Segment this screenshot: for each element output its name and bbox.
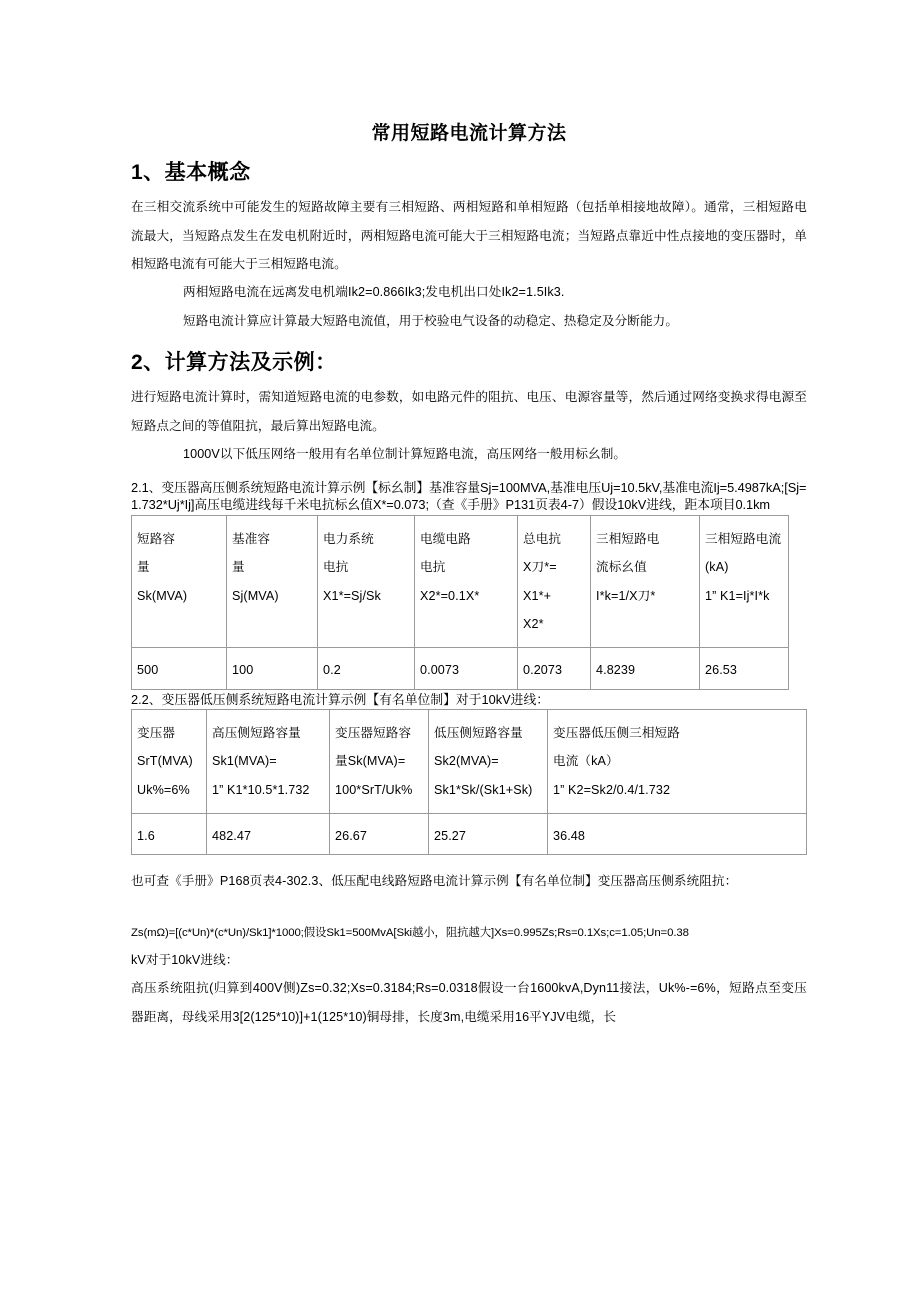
table-header-cell: 电缆电路 电抗 X2*=0.1X* bbox=[415, 516, 518, 648]
table-header-cell: 三相短路电 流标幺值 I*k=1/X刀* bbox=[591, 516, 700, 648]
table-cell-value: 1.6 bbox=[132, 813, 207, 854]
paragraph-handbook-note: 也可查《手册》P168页表4-302.3、低压配电线路短路电流计算示例【有名单位制】变压器高压侧系统阻抗： bbox=[131, 874, 738, 889]
heading-section-1: 1、基本概念 bbox=[131, 161, 251, 184]
table-row-header bbox=[132, 710, 807, 814]
table-row-header bbox=[132, 516, 789, 648]
paragraph-two-phase-formula: 两相短路电流在远离发电机端Ik2=0.866Ik3;发电机出口处Ik2=1.5Ik3. bbox=[183, 285, 565, 300]
paragraph-zs-formula: Zs(mΩ)=[(c*Un)*(c*Un)/Sk1]*1000;假设Sk1=500MvA[Ski越小，阻抗越大]Xs=0.995Zs;Rs=0.1Xs;c=1.05;Un=0.38 bbox=[131, 926, 689, 939]
table-header-cell: 低压侧短路容量 Sk2(MVA)= Sk1*Sk/(Sk1+Sk) bbox=[429, 710, 548, 814]
table-header-cell: 短路容 量 Sk(MVA) bbox=[132, 516, 227, 648]
paragraph-hv-impedance: 高压系统阻抗(归算到400V侧)Zs=0.32;Xs=0.3184;Rs=0.0318假设一台1600kvA,Dyn11接法，Uk%-=6%，短路点至变压器距离，母线采用3[2(125*10)]+1(125*10)铜母排，长度3m,电缆采用16平YJV电缆，长 bbox=[131, 981, 807, 1024]
table-header-cell: 基准容 量 Sj(MVA) bbox=[227, 516, 318, 648]
page-content bbox=[131, 0, 807, 1031]
table-header-cell: 三相短路电流 (kA) 1” K1=Ij*I*k bbox=[700, 516, 789, 648]
table-cell-value: 25.27 bbox=[429, 813, 548, 854]
table-cell-value: 482.47 bbox=[207, 813, 330, 854]
table-cell-value: 0.2073 bbox=[518, 648, 591, 689]
table-header-cell: 变压器短路容 量Sk(MVA)= 100*SrT/Uk% bbox=[330, 710, 429, 814]
page-title: 常用短路电流计算方法 bbox=[371, 123, 567, 144]
table-cell-value: 0.2 bbox=[318, 648, 415, 689]
table-header-cell: 电力系统 电抗 X1*=Sj/Sk bbox=[318, 516, 415, 648]
table-header-cell: 总电抗 X刀*= X1*+ X2* bbox=[518, 516, 591, 648]
table-cell-value: 36.48 bbox=[548, 813, 807, 854]
paragraph-basic-concepts: 在三相交流系统中可能发生的短路故障主要有三相短路、两相短路和单相短路（包括单相接地故障）。通常，三相短路电流最大，当短路点发生在发电机附近时，两相短路电流可能大于三相短路电流；当短路点靠近中性点接地的变压器时，单相短路电流有可能大于三相短路电流。 bbox=[131, 200, 807, 271]
table-header-cell: 高压侧短路容量 Sk1(MVA)= 1” K1*10.5*1.732 bbox=[207, 710, 330, 814]
lv-shortcircuit-table bbox=[131, 709, 807, 855]
table-cell-value: 500 bbox=[132, 648, 227, 689]
subsection-21-intro: 2.1、变压器高压侧系统短路电流计算示例【标幺制】基准容量Sj=100MVA,基准电压Uj=10.5kV,基准电流Ij=5.4987kA;[Sj=1.732*Uj*Ij]高压电缆进线每千米电抗标幺值X*=0.073;（查《手册》P131页表4-7）假设10kV进线，距本项目0.1km bbox=[131, 480, 807, 513]
table-header-cell: 变压器 SrT(MVA) Uk%=6% bbox=[132, 710, 207, 814]
table-cell-value: 0.0073 bbox=[415, 648, 518, 689]
hv-shortcircuit-table bbox=[131, 515, 789, 690]
paragraph-lv-network-note: 1000V以下低压网络一般用有名单位制计算短路电流，高压网络一般用标幺制。 bbox=[183, 446, 627, 461]
heading-section-2: 2、计算方法及示例： bbox=[131, 350, 337, 374]
table-cell-value: 4.8239 bbox=[591, 648, 700, 689]
paragraph-calc-method: 进行短路电流计算时，需知道短路电流的电参数，如电路元件的阻抗、电压、电源容量等，然后通过网络变换求得电源至短路点之间的等值阻抗，最后算出短路电流。 bbox=[131, 390, 807, 433]
paragraph-max-current-note: 短路电流计算应计算最大短路电流值，用于校验电气设备的动稳定、热稳定及分断能力。 bbox=[183, 313, 679, 328]
paragraph-formula-continued: kV对于10kV进线： bbox=[131, 952, 239, 967]
table-row bbox=[132, 813, 807, 854]
table-cell-value: 26.67 bbox=[330, 813, 429, 854]
table-header-cell: 变压器低压侧三相短路 电流（kA） 1” K2=Sk2/0.4/1.732 bbox=[548, 710, 807, 814]
table-row bbox=[132, 648, 789, 689]
table-cell-value: 26.53 bbox=[700, 648, 789, 689]
table-cell-value: 100 bbox=[227, 648, 318, 689]
subsection-22-intro: 2.2、变压器低压侧系统短路电流计算示例【有名单位制】对于10kV进线： bbox=[131, 691, 550, 707]
